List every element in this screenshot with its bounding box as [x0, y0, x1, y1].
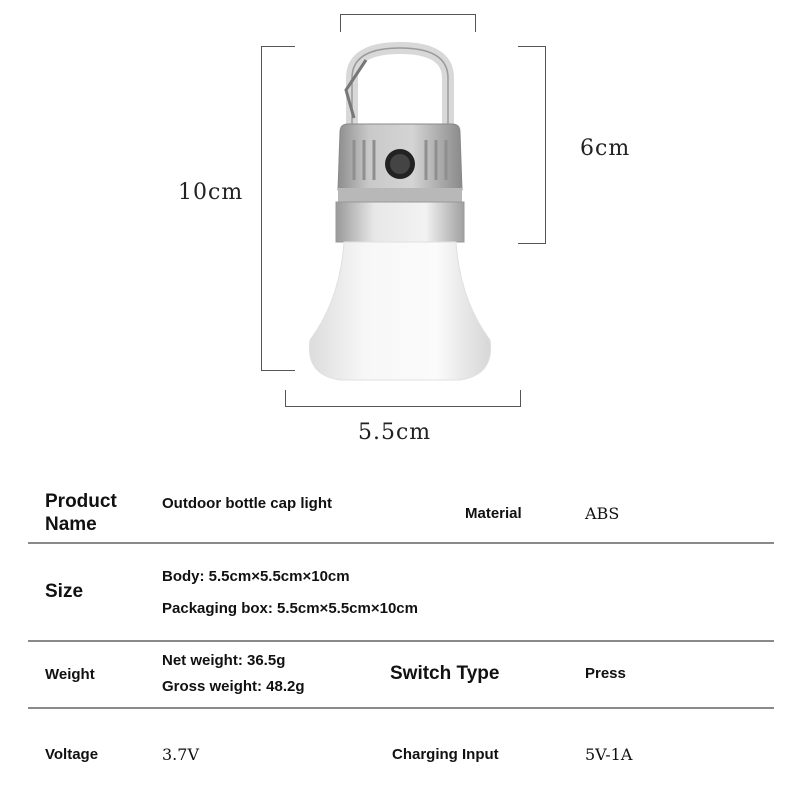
height-label: 10cm [178, 180, 244, 205]
material-value: ABS [585, 504, 620, 523]
size-label: Size [45, 581, 84, 602]
size-packaging: Packaging box: 5.5cm×5.5cm×10cm [162, 600, 418, 617]
width-bracket-tick-right [520, 390, 521, 407]
voltage-value: 3.7V [162, 745, 199, 764]
charging-input-label: Charging Input [392, 746, 499, 763]
gross-weight: Gross weight: 48.2g [162, 678, 305, 695]
top-bracket [340, 14, 476, 15]
top-bracket-tick-right [475, 14, 476, 32]
switch-type-label: Switch Type [390, 663, 500, 684]
height-bracket-tick-bottom [261, 370, 295, 371]
width-label: 5.5cm [358, 420, 432, 445]
width-bracket-tick-left [285, 390, 286, 407]
material-label: Material [465, 505, 522, 522]
width-bracket [285, 406, 521, 407]
divider-2 [28, 640, 774, 642]
weight-label: Weight [45, 666, 95, 683]
height-bracket [261, 46, 262, 371]
bottle-cap-light-image [300, 40, 500, 390]
product-name-label: Product Name [45, 491, 117, 535]
head-height-label: 6cm [580, 136, 631, 161]
height-bracket-tick-top [261, 46, 295, 47]
charging-input-value: 5V-1A [585, 745, 633, 764]
net-weight: Net weight: 36.5g [162, 652, 286, 669]
divider-1 [28, 542, 774, 544]
divider-3 [28, 707, 774, 709]
size-body: Body: 5.5cm×5.5cm×10cm [162, 568, 350, 585]
head-height-bracket [545, 46, 546, 244]
top-bracket-tick-left [340, 14, 341, 32]
head-height-bracket-tick-top [518, 46, 546, 47]
switch-type-value: Press [585, 665, 626, 682]
product-name-value: Outdoor bottle cap light [162, 495, 332, 512]
head-height-bracket-tick-bottom [518, 243, 546, 244]
voltage-label: Voltage [45, 746, 99, 763]
